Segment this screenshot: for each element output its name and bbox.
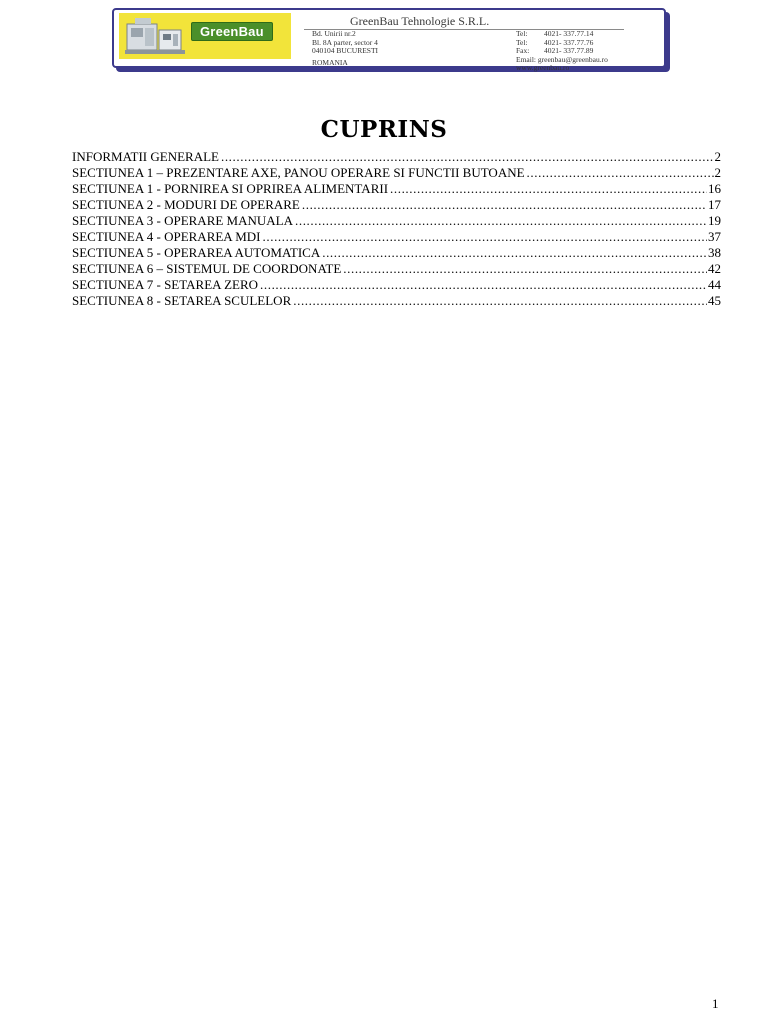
- company-logo: [119, 13, 291, 59]
- company-name: GreenBau Tehnologie S.R.L.: [350, 14, 490, 28]
- contact-value: 4021- 337.77.89: [544, 46, 594, 56]
- toc-entry[interactable]: [72, 229, 721, 245]
- toc-entry[interactable]: [72, 197, 721, 213]
- toc-entry-page: 45: [708, 293, 721, 308]
- toc-entry-title: SECTIUNEA 4 - OPERAREA MDI: [72, 229, 261, 244]
- toc-entry-page: 16: [708, 181, 721, 196]
- address-line: Bd. Unirii nr.2: [312, 29, 356, 38]
- toc-dot-leader: [260, 277, 707, 293]
- address-country: ROMANIA: [312, 57, 348, 67]
- toc-entry-page: 2: [714, 149, 721, 164]
- toc-entry-title: SECTIUNEA 7 - SETAREA ZERO: [72, 277, 259, 292]
- toc-dot-leader: [343, 261, 707, 277]
- contact-label: Fax:: [516, 46, 530, 56]
- company-address: [312, 30, 378, 67]
- toc-entry[interactable]: [72, 181, 721, 197]
- letterhead: [112, 8, 672, 73]
- toc-dot-leader: [390, 181, 707, 197]
- toc-entry-page: 44: [708, 277, 721, 292]
- toc-dot-leader: [221, 149, 714, 165]
- page-title: CUPRINS: [320, 116, 448, 143]
- toc-entry-title: SECTIUNEA 8 - SETAREA SCULELOR: [72, 293, 292, 308]
- toc-entry-title: SECTIUNEA 1 – PREZENTARE AXE, PANOU OPERARE SI FUNCTII BUTOANE: [72, 165, 525, 180]
- toc-dot-leader: [302, 197, 707, 213]
- toc-entry-page: 38: [708, 245, 721, 260]
- contact-label: Tel:: [516, 29, 528, 38]
- toc-entry-page: 37: [708, 229, 721, 244]
- toc-entry[interactable]: [72, 165, 721, 181]
- toc-entry[interactable]: [72, 293, 721, 309]
- address-line: 040104 BUCURESTI: [312, 46, 379, 56]
- toc-entry-page: 2: [714, 165, 721, 180]
- machine-picture-icon: [125, 16, 195, 56]
- toc-entry-title: SECTIUNEA 2 - MODURI DE OPERARE: [72, 197, 300, 212]
- toc-dot-leader: [527, 165, 714, 181]
- address-line: Bl. 8A parter, sector 4: [312, 37, 378, 47]
- letterhead-frame: [112, 8, 666, 73]
- contact-label: Tel:: [516, 37, 528, 47]
- logo-text: GreenBau: [191, 22, 273, 41]
- contact-website: www.greenbau.ro: [516, 63, 570, 73]
- toc-entry-title: SECTIUNEA 1 - PORNIREA SI OPRIREA ALIMENTARII: [72, 181, 389, 196]
- toc-dot-leader: [293, 293, 707, 309]
- toc-entry-title: SECTIUNEA 6 – SISTEMUL DE COORDONATE: [72, 261, 342, 276]
- toc-entry-page: 19: [708, 213, 721, 228]
- toc-dot-leader: [295, 213, 707, 229]
- toc-entry-title: INFORMATII GENERALE: [72, 149, 219, 164]
- toc-entry[interactable]: [72, 245, 721, 261]
- toc-entry[interactable]: [72, 213, 721, 229]
- company-contacts: [516, 30, 608, 73]
- page-number: 1: [712, 996, 719, 1011]
- toc-entry-title: SECTIUNEA 3 - OPERARE MANUALA: [72, 213, 293, 228]
- toc-entry-page: 42: [708, 261, 721, 276]
- contact-value: 4021- 337.77.14: [544, 29, 594, 38]
- toc-entry[interactable]: [72, 277, 721, 293]
- contact-email: Email: greenbau@greenbau.ro: [516, 54, 608, 64]
- contact-value: 4021- 337.77.76: [544, 37, 594, 47]
- toc-dot-leader: [322, 245, 707, 261]
- toc-entry-title: SECTIUNEA 5 - OPERAREA AUTOMATICA: [72, 245, 321, 260]
- toc-entry-page: 17: [708, 197, 721, 212]
- toc-dot-leader: [263, 229, 707, 245]
- table-of-contents: [72, 149, 721, 309]
- toc-entry[interactable]: [72, 261, 721, 277]
- toc-entry[interactable]: [72, 149, 721, 165]
